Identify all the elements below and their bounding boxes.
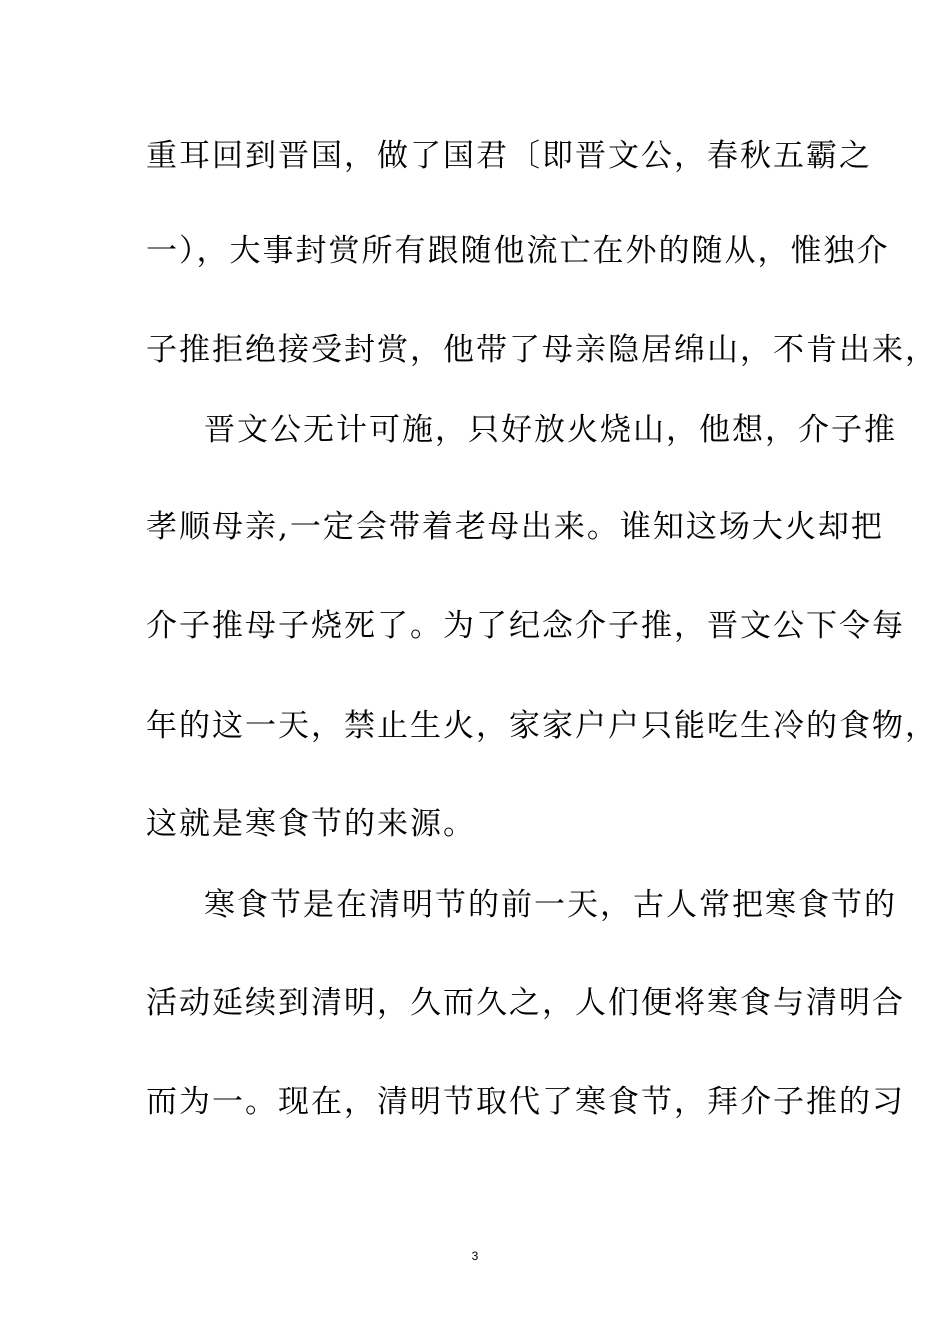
page-number: 3	[471, 1249, 479, 1263]
text-line-11: 而为一。现在，清明节取代了寒食节，拜介子推的习	[146, 1084, 905, 1120]
text-line-7: 年的这一天，禁止生火，家家户户只能吃生冷的食物，	[146, 708, 938, 744]
text-line-2: 一），大事封赏所有跟随他流亡在外的随从，惟独介	[146, 233, 890, 269]
text-line-9: 寒食节是在清明节的前一天，古人常把寒食节的	[204, 887, 897, 923]
text-line-5: 孝顺母亲,一定会带着老母出来。谁知这场大火却把	[146, 509, 884, 545]
text-line-3: 子推拒绝接受封赏，他带了母亲隐居绵山，不肯出来，	[146, 332, 938, 368]
text-line-1: 重耳回到晋国，做了国君〔即晋文公，春秋五霸之	[146, 138, 872, 174]
text-line-8: 这就是寒食节的来源。	[146, 806, 476, 842]
text-line-10: 活动延续到清明，久而久之，人们便将寒食与清明合	[146, 985, 905, 1021]
text-line-6: 介子推母子烧死了。为了纪念介子推，晋文公下令每	[146, 608, 905, 644]
text-line-4: 晋文公无计可施，只好放火烧山，他想，介子推	[204, 412, 897, 448]
